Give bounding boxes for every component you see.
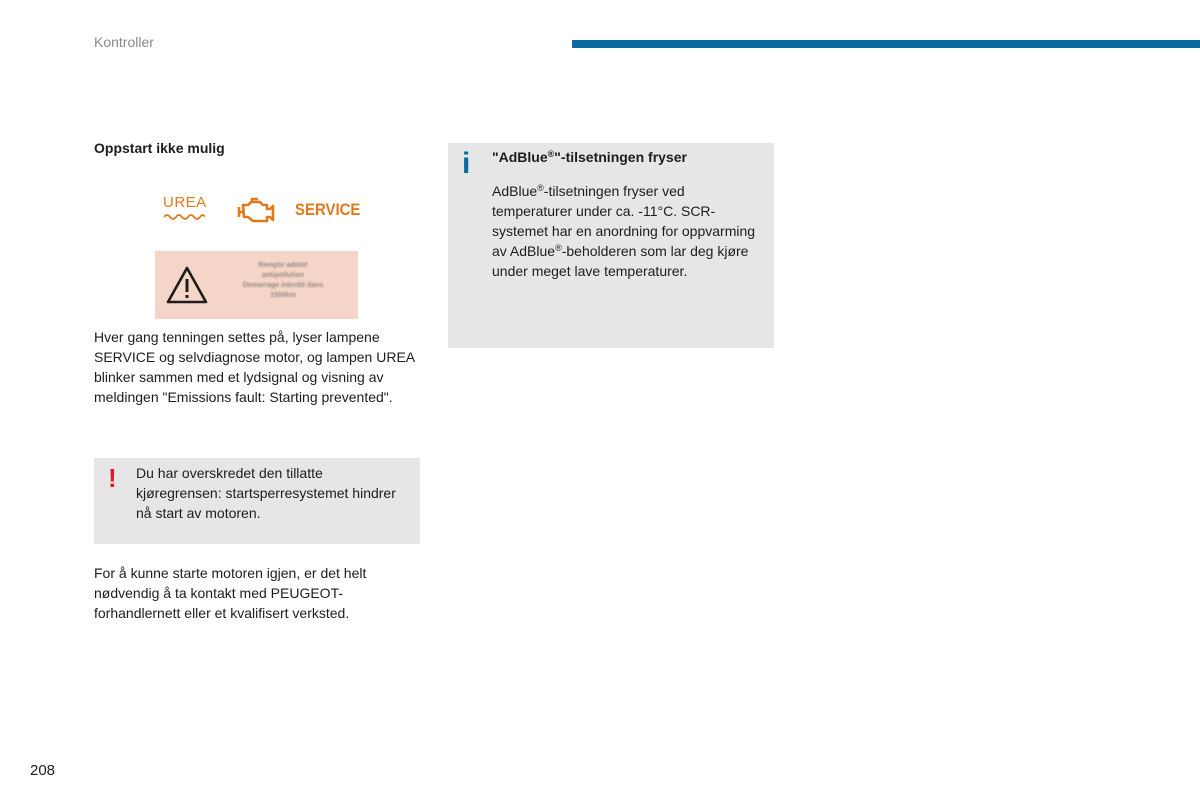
urea-wave-icon bbox=[163, 213, 205, 221]
info-title bbox=[492, 149, 762, 165]
urea-lamp-label: UREA bbox=[163, 194, 207, 211]
info-title-prefix: "AdBlue bbox=[492, 149, 548, 165]
info-title-suffix: "-tilsetningen fryser bbox=[554, 149, 687, 165]
display-line: Demarrage interdit dans bbox=[242, 282, 324, 289]
info-body-part: -tilsetningen fryser ved temperaturer under ca. -11°C. SCR-systemet har en anordning for oppvarming av AdBlue bbox=[492, 183, 756, 259]
info-body-part: -beholderen som lar deg kjøre under meget lave temperaturer. bbox=[492, 243, 749, 279]
info-body-part: AdBlue bbox=[492, 183, 538, 199]
warning-note-text: Du har overskredet den tillatte kjøregrensen: startsperresystemet hindrer nå start av motoren. bbox=[136, 465, 396, 521]
warning-lamps bbox=[160, 194, 370, 230]
description-paragraph: Hver gang tenningen settes på, lyser lampene SERVICE og selvdiagnose motor, og lampen UREA blinker sammen med et lydsignal og visning av meldingen "Emissions fault: Starting prevented". bbox=[94, 329, 415, 405]
header-accent-rule bbox=[572, 40, 1200, 48]
service-lamp-label: SERVICE bbox=[295, 200, 361, 219]
instruction-paragraph: For å kunne starte motoren igjen, er det helt nødvendig å ta kontakt med PEUGEOT-forhandlernett eller et kvalifisert verksted. bbox=[94, 565, 367, 621]
registered-mark: ® bbox=[547, 149, 555, 159]
engine-check-icon bbox=[236, 196, 278, 226]
section-heading: Oppstart ikke mulig bbox=[94, 140, 225, 156]
registered-mark: ® bbox=[555, 243, 562, 253]
info-icon: i bbox=[462, 147, 471, 180]
warning-note-box bbox=[94, 458, 420, 544]
instrument-display-message bbox=[155, 251, 358, 319]
display-line: 1500km bbox=[270, 292, 296, 299]
display-line: Remplir additif bbox=[258, 262, 308, 269]
exclamation-icon: ! bbox=[108, 463, 117, 493]
info-box bbox=[448, 143, 774, 348]
warning-triangle-icon bbox=[165, 265, 209, 305]
section-label: Kontroller bbox=[94, 34, 154, 50]
display-message-text bbox=[213, 261, 353, 301]
display-line: antipollution bbox=[262, 272, 304, 279]
page-number: 208 bbox=[30, 762, 56, 779]
registered-mark: ® bbox=[537, 183, 544, 193]
info-body bbox=[492, 181, 762, 281]
